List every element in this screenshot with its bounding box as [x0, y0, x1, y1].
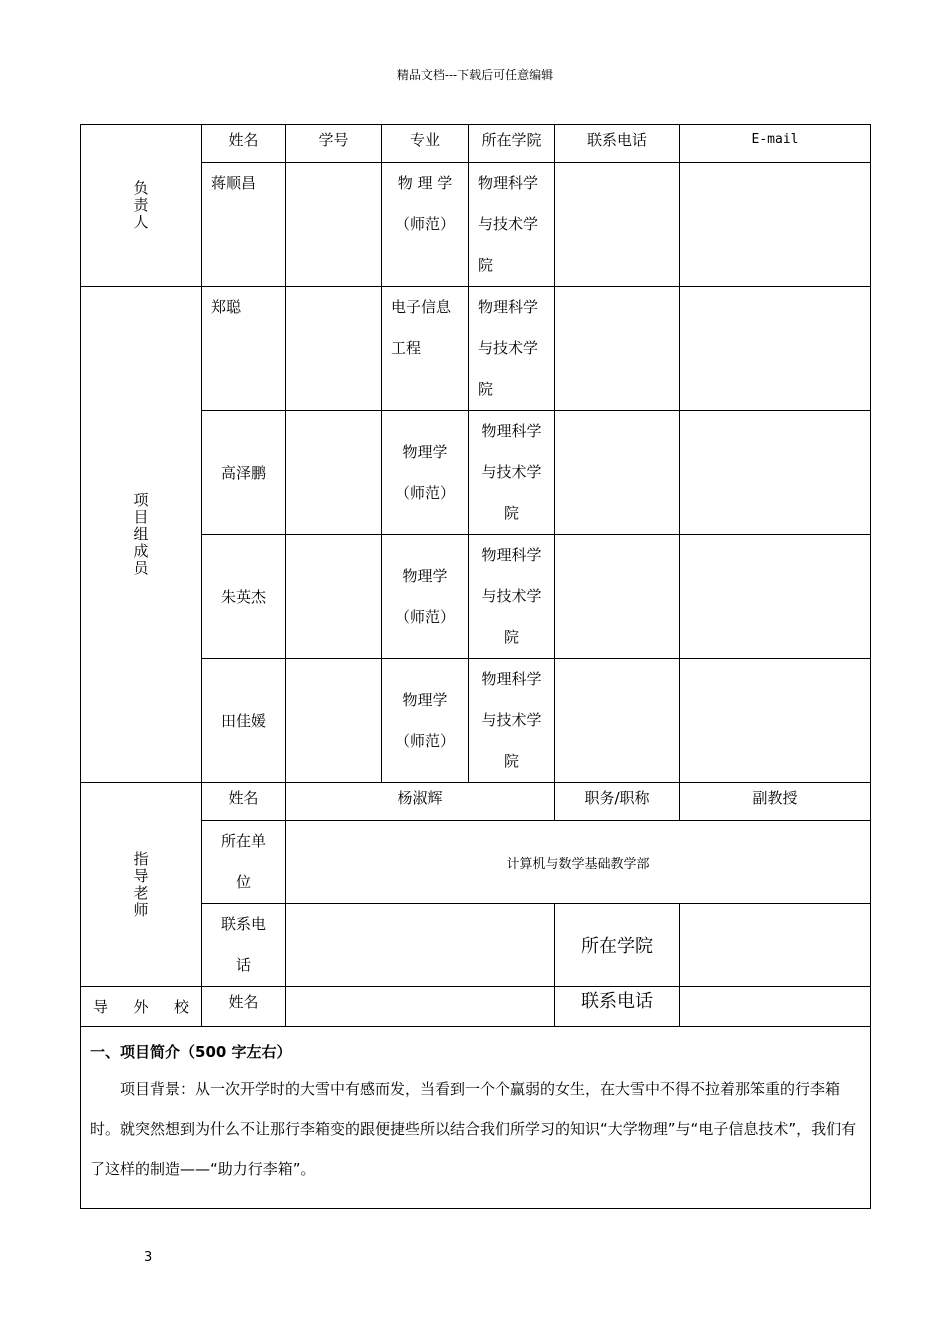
member-college-line: 物理科学	[481, 670, 542, 688]
members-section-label-cell	[81, 287, 202, 783]
member-student-id	[286, 535, 382, 659]
advisor-college-value	[680, 904, 871, 987]
advisor-unit-label-line: 所在单	[220, 832, 266, 850]
leader-section-label: 负责人	[133, 179, 149, 231]
col-header-phone: 联系电话	[555, 125, 680, 163]
advisor-phone-label-line: 话	[235, 956, 251, 974]
col-header-major: 专业	[382, 125, 469, 163]
member-major-line: （师范）	[394, 483, 455, 502]
member-college	[469, 535, 555, 659]
advisor-unit-value: 计算机与数学基础教学部	[286, 821, 871, 904]
leader-section-label-cell	[81, 125, 202, 287]
leader-college-line: 物理科学	[478, 174, 539, 192]
member-phone	[555, 659, 680, 783]
member-college-line: 物理科学	[481, 546, 542, 564]
advisor-name-value: 杨淑辉	[286, 783, 555, 821]
summary-body: 项目背景：从一次开学时的大雪中有感而发，当看到一个个赢弱的女生，在大雪中不得不拉着那笨重的行李箱时。就突然想到为什么不让那行李箱变的跟便捷些所以结合我们所学习的知识“大学物理”与“电子信息技术”，我们有了这样的制造——“助力行李箱”。	[90, 1080, 857, 1178]
leader-email	[680, 163, 871, 287]
member-phone	[555, 411, 680, 535]
member-name: 朱英杰	[202, 535, 286, 659]
member-college	[469, 411, 555, 535]
member-college-line: 院	[503, 628, 519, 646]
member-college-line: 与技术学	[481, 587, 542, 605]
member-email	[680, 535, 871, 659]
advisor-phone-value	[286, 904, 555, 987]
external-phone-value	[680, 987, 871, 1027]
member-college-line: 院	[503, 752, 519, 770]
member-college	[469, 287, 555, 411]
external-phone-label: 联系电话	[555, 987, 680, 1027]
member-college-line: 物理科学	[481, 422, 542, 440]
col-header-name: 姓名	[202, 125, 286, 163]
page-header: 精品文档---下载后可任意编辑	[396, 68, 554, 82]
leader-college-line: 院	[478, 256, 494, 274]
advisor-phone-label	[202, 904, 286, 987]
advisor-section-label-cell	[81, 783, 202, 987]
member-major-line: （师范）	[394, 607, 455, 626]
member-major	[382, 535, 469, 659]
leader-major-line: 物 理 学	[397, 174, 453, 192]
member-college-line: 与技术学	[481, 711, 542, 729]
leader-student-id	[286, 163, 382, 287]
member-name: 郑聪	[202, 287, 286, 411]
project-summary-cell	[81, 1027, 871, 1209]
advisor-title-label: 职务/职称	[555, 783, 680, 821]
member-college-line: 院	[503, 504, 519, 522]
member-email	[680, 411, 871, 535]
member-email	[680, 287, 871, 411]
page-number: 3	[144, 1250, 153, 1265]
member-student-id	[286, 287, 382, 411]
member-major-line: 工程	[391, 339, 422, 357]
application-form-table	[80, 124, 871, 1209]
col-header-student-id: 学号	[286, 125, 382, 163]
external-name-label: 姓名	[202, 987, 286, 1027]
member-college-line: 与技术学	[481, 463, 542, 481]
members-section-label: 项目组成员	[133, 491, 149, 577]
member-student-id	[286, 411, 382, 535]
member-name: 田佳媛	[202, 659, 286, 783]
advisor-college-label: 所在学院	[555, 904, 680, 987]
member-major	[382, 411, 469, 535]
member-email	[680, 659, 871, 783]
member-major	[382, 287, 469, 411]
member-college	[469, 659, 555, 783]
external-name-value	[286, 987, 555, 1027]
external-advisor-label-cell	[81, 987, 202, 1027]
member-major-line: 电子信息	[391, 298, 452, 316]
external-label-char: 导	[93, 997, 109, 1016]
member-major-line: 物理学	[402, 442, 448, 461]
advisor-unit-label	[202, 821, 286, 904]
leader-phone	[555, 163, 680, 287]
external-label-char: 校	[173, 997, 189, 1016]
leader-name: 蒋顺昌	[202, 163, 286, 287]
external-label-char: 外	[133, 997, 149, 1016]
member-college-line: 与技术学	[478, 339, 539, 357]
leader-college	[469, 163, 555, 287]
leader-college-line: 与技术学	[478, 215, 539, 233]
external-advisor-label	[81, 989, 201, 1025]
advisor-name-label: 姓名	[202, 783, 286, 821]
member-major-line: 物理学	[402, 690, 448, 709]
col-header-college: 所在学院	[469, 125, 555, 163]
member-phone	[555, 287, 680, 411]
advisor-section-label: 指导老师	[133, 849, 149, 919]
member-college-line: 院	[478, 380, 494, 398]
leader-major	[382, 163, 469, 287]
member-major	[382, 659, 469, 783]
col-header-email: E-mail	[680, 125, 871, 163]
advisor-unit-label-line: 位	[235, 873, 251, 891]
member-phone	[555, 535, 680, 659]
summary-title: 一、项目简介（500 字左右）	[90, 1043, 292, 1061]
advisor-title-value: 副教授	[680, 783, 871, 821]
member-name: 高泽鹏	[202, 411, 286, 535]
advisor-phone-label-line: 联系电	[220, 915, 266, 933]
leader-major-line: （师范）	[394, 215, 455, 233]
member-major-line: （师范）	[394, 731, 455, 750]
member-student-id	[286, 659, 382, 783]
member-college-line: 物理科学	[478, 298, 539, 316]
member-major-line: 物理学	[402, 566, 448, 585]
